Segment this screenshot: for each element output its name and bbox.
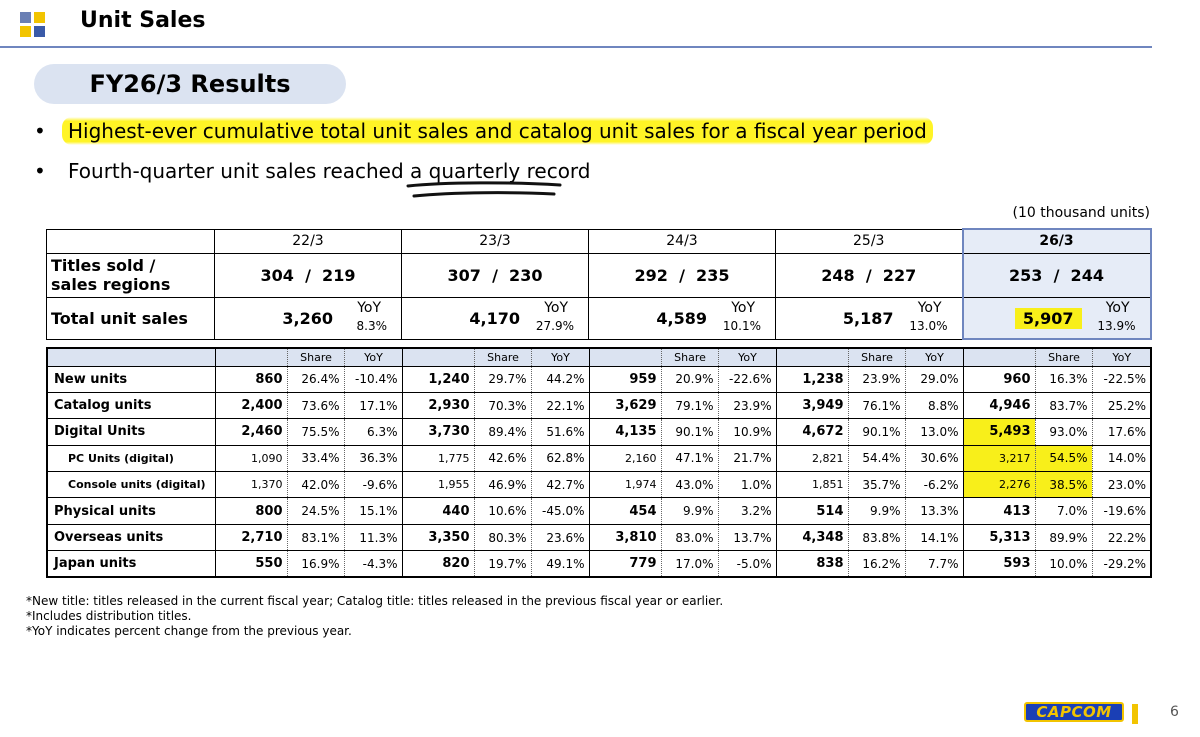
units-value: 3,629: [589, 392, 661, 418]
units-value: 1,090: [215, 445, 287, 471]
units-value: 3,350: [402, 524, 474, 550]
yoy-value: 23.6%: [531, 524, 589, 550]
yoy-value: -5.0%: [718, 551, 776, 577]
detail-row-label: Digital Units: [47, 419, 215, 445]
period-header: 23/3: [402, 229, 589, 253]
share-value: 19.7%: [474, 551, 531, 577]
detail-row: [47, 524, 1151, 550]
share-value: 16.2%: [848, 551, 905, 577]
footnote: *Includes distribution titles.: [26, 609, 192, 623]
yoy-value: 17.1%: [344, 392, 402, 418]
share-value: 89.9%: [1035, 524, 1092, 550]
units-value: 1,240: [402, 366, 474, 392]
share-subheader: Share: [1035, 348, 1092, 366]
share-value: 83.7%: [1035, 392, 1092, 418]
share-value: 29.7%: [474, 366, 531, 392]
value-subheader: [589, 348, 661, 366]
units-value: 2,460: [215, 419, 287, 445]
yoy-value: 36.3%: [344, 445, 402, 471]
units-value: 4,946: [963, 392, 1035, 418]
share-value: 24.5%: [287, 498, 344, 524]
yoy-value: 15.1%: [344, 498, 402, 524]
share-value: 89.4%: [474, 419, 531, 445]
detail-row: [47, 472, 1151, 498]
yoy-value: 10.9%: [718, 419, 776, 445]
yoy-value: 21.7%: [718, 445, 776, 471]
share-value: 76.1%: [848, 392, 905, 418]
share-value: 10.6%: [474, 498, 531, 524]
titles-value: 307 / 230: [402, 253, 589, 297]
units-value: 4,672: [776, 419, 848, 445]
share-value: 43.0%: [661, 472, 718, 498]
total-sales-cell: 4,170 YoY 27.9%: [402, 297, 589, 339]
yoy-value: 13.7%: [718, 524, 776, 550]
yoy-value: 62.8%: [531, 445, 589, 471]
detail-row: [47, 551, 1151, 577]
units-value: 4,348: [776, 524, 848, 550]
yoy-value: 6.3%: [344, 419, 402, 445]
share-subheader: Share: [848, 348, 905, 366]
capcom-logo: CAPCOM: [1024, 702, 1124, 722]
yoy-value: -10.4%: [344, 366, 402, 392]
yoy-value: 13.3%: [905, 498, 963, 524]
yoy-value: 8.8%: [905, 392, 963, 418]
detail-row: [47, 366, 1151, 392]
yoy-value: 22.1%: [531, 392, 589, 418]
units-note: (10 thousand units): [1012, 205, 1150, 221]
value-subheader: [215, 348, 287, 366]
units-value: 2,160: [589, 445, 661, 471]
units-value: 1,238: [776, 366, 848, 392]
units-value: 550: [215, 551, 287, 577]
share-value: 9.9%: [661, 498, 718, 524]
yoy-value: 23.0%: [1092, 472, 1151, 498]
units-value: 5,313: [963, 524, 1035, 550]
units-value: 2,930: [402, 392, 474, 418]
yoy-value: 23.9%: [718, 392, 776, 418]
summary-table: [46, 228, 1152, 340]
share-value: 33.4%: [287, 445, 344, 471]
yoy-value: -9.6%: [344, 472, 402, 498]
period-header-row: [47, 229, 1151, 253]
share-value: 46.9%: [474, 472, 531, 498]
yoy-value: 44.2%: [531, 366, 589, 392]
share-value: 26.4%: [287, 366, 344, 392]
footnote: *YoY indicates percent change from the previous year.: [26, 624, 352, 638]
units-value: 3,217: [963, 445, 1035, 471]
units-value: 5,493: [963, 419, 1035, 445]
yoy-value: 42.7%: [531, 472, 589, 498]
yoy-value: 1.0%: [718, 472, 776, 498]
units-value: 2,710: [215, 524, 287, 550]
share-value: 16.3%: [1035, 366, 1092, 392]
detail-row: [47, 392, 1151, 418]
share-value: 20.9%: [661, 366, 718, 392]
share-value: 75.5%: [287, 419, 344, 445]
detail-corner: [47, 348, 215, 366]
share-value: 23.9%: [848, 366, 905, 392]
yoy-value: -45.0%: [531, 498, 589, 524]
share-value: 16.9%: [287, 551, 344, 577]
detail-row: [47, 498, 1151, 524]
titles-label: Titles sold / sales regions: [47, 253, 215, 297]
total-sales-row: [47, 297, 1151, 339]
detail-row-label: Japan units: [47, 551, 215, 577]
share-value: 90.1%: [848, 419, 905, 445]
yoy-value: -29.2%: [1092, 551, 1151, 577]
titles-value-current: 253 / 244: [963, 253, 1151, 297]
bullet-dot-icon: •: [34, 159, 46, 183]
total-sales-cell: 3,260 YoY 8.3%: [215, 297, 402, 339]
corner-cell: [47, 229, 215, 253]
units-value: 860: [215, 366, 287, 392]
page-number: 6: [1170, 704, 1179, 720]
share-value: 80.3%: [474, 524, 531, 550]
share-value: 93.0%: [1035, 419, 1092, 445]
share-value: 79.1%: [661, 392, 718, 418]
total-sales-label: Total unit sales: [47, 297, 215, 339]
share-value: 7.0%: [1035, 498, 1092, 524]
units-value: 2,821: [776, 445, 848, 471]
yoy-subheader: YoY: [344, 348, 402, 366]
period-header-current: 26/3: [963, 229, 1151, 253]
yoy-value: 11.3%: [344, 524, 402, 550]
bullet-text: Highest-ever cumulative total unit sales and catalog unit sales for a fiscal year period: [62, 117, 933, 145]
share-value: 83.1%: [287, 524, 344, 550]
titles-value: 292 / 235: [589, 253, 776, 297]
yoy-value: 30.6%: [905, 445, 963, 471]
titles-value: 304 / 219: [215, 253, 402, 297]
units-value: 413: [963, 498, 1035, 524]
share-value: 17.0%: [661, 551, 718, 577]
yoy-value: 17.6%: [1092, 419, 1151, 445]
units-value: 1,851: [776, 472, 848, 498]
share-value: 9.9%: [848, 498, 905, 524]
detail-row: [47, 419, 1151, 445]
share-value: 73.6%: [287, 392, 344, 418]
yoy-value: 14.0%: [1092, 445, 1151, 471]
bullet-marked-text: a quarterly record: [410, 159, 591, 183]
yoy-subheader: YoY: [531, 348, 589, 366]
units-value: 4,135: [589, 419, 661, 445]
yoy-value: -22.5%: [1092, 366, 1151, 392]
results-heading: FY26/3 Results: [34, 64, 346, 104]
value-subheader: [963, 348, 1035, 366]
share-value: 83.0%: [661, 524, 718, 550]
yoy-value: 7.7%: [905, 551, 963, 577]
title-divider: [0, 46, 1152, 48]
yoy-subheader: YoY: [718, 348, 776, 366]
bullet-text: Fourth-quarter unit sales reached: [68, 159, 411, 183]
yoy-value: 51.6%: [531, 419, 589, 445]
share-value: 54.5%: [1035, 445, 1092, 471]
share-value: 42.0%: [287, 472, 344, 498]
yoy-value: 49.1%: [531, 551, 589, 577]
units-value: 1,370: [215, 472, 287, 498]
share-value: 38.5%: [1035, 472, 1092, 498]
total-sales-cell: 4,589 YoY 10.1%: [589, 297, 776, 339]
units-value: 514: [776, 498, 848, 524]
total-sales-cell: 5,187 YoY 13.0%: [776, 297, 963, 339]
detail-row-label: PC Units (digital): [47, 445, 215, 471]
yoy-value: 29.0%: [905, 366, 963, 392]
share-subheader: Share: [474, 348, 531, 366]
period-header: 25/3: [776, 229, 963, 253]
yoy-value: -4.3%: [344, 551, 402, 577]
share-subheader: Share: [287, 348, 344, 366]
detail-row: [47, 445, 1151, 471]
detail-table: [46, 347, 1152, 578]
value-subheader: [776, 348, 848, 366]
units-value: 1,955: [402, 472, 474, 498]
titles-value: 248 / 227: [776, 253, 963, 297]
yoy-subheader: YoY: [1092, 348, 1151, 366]
units-value: 779: [589, 551, 661, 577]
total-sales-cell-current: 5,907 YoY 13.9%: [963, 297, 1151, 339]
units-value: 960: [963, 366, 1035, 392]
detail-row-label: Console units (digital): [47, 472, 215, 498]
value-subheader: [402, 348, 474, 366]
detail-row-label: New units: [47, 366, 215, 392]
units-value: 3,730: [402, 419, 474, 445]
period-header: 24/3: [589, 229, 776, 253]
share-value: 35.7%: [848, 472, 905, 498]
detail-subheader-row: [47, 348, 1151, 366]
units-value: 2,276: [963, 472, 1035, 498]
detail-row-label: Physical units: [47, 498, 215, 524]
units-value: 3,810: [589, 524, 661, 550]
handwritten-underline-icon: [404, 180, 564, 204]
units-value: 3,949: [776, 392, 848, 418]
yoy-subheader: YoY: [905, 348, 963, 366]
yoy-value: 3.2%: [718, 498, 776, 524]
yoy-value: 22.2%: [1092, 524, 1151, 550]
share-value: 10.0%: [1035, 551, 1092, 577]
titles-row: [47, 253, 1151, 297]
units-value: 440: [402, 498, 474, 524]
units-value: 820: [402, 551, 474, 577]
page-title: Unit Sales: [80, 8, 206, 33]
detail-row-label: Overseas units: [47, 524, 215, 550]
share-value: 90.1%: [661, 419, 718, 445]
yoy-value: 13.0%: [905, 419, 963, 445]
bullet-dot-icon: •: [34, 119, 46, 143]
units-value: 1,775: [402, 445, 474, 471]
share-value: 47.1%: [661, 445, 718, 471]
period-header: 22/3: [215, 229, 402, 253]
units-value: 2,400: [215, 392, 287, 418]
yoy-value: -22.6%: [718, 366, 776, 392]
yoy-value: -6.2%: [905, 472, 963, 498]
detail-row-label: Catalog units: [47, 392, 215, 418]
share-value: 83.8%: [848, 524, 905, 550]
footnote: *New title: titles released in the current fiscal year; Catalog title: titles released in the previous fiscal year or earlier.: [26, 594, 724, 608]
yoy-value: 14.1%: [905, 524, 963, 550]
units-value: 1,974: [589, 472, 661, 498]
share-subheader: Share: [661, 348, 718, 366]
units-value: 959: [589, 366, 661, 392]
yoy-value: -19.6%: [1092, 498, 1151, 524]
units-value: 454: [589, 498, 661, 524]
footnotes: [26, 594, 723, 639]
units-value: 800: [215, 498, 287, 524]
share-value: 70.3%: [474, 392, 531, 418]
share-value: 54.4%: [848, 445, 905, 471]
units-value: 593: [963, 551, 1035, 577]
section-logo-icon: [20, 12, 46, 38]
logo-accent-bar: [1132, 704, 1138, 724]
share-value: 42.6%: [474, 445, 531, 471]
yoy-value: 25.2%: [1092, 392, 1151, 418]
units-value: 838: [776, 551, 848, 577]
